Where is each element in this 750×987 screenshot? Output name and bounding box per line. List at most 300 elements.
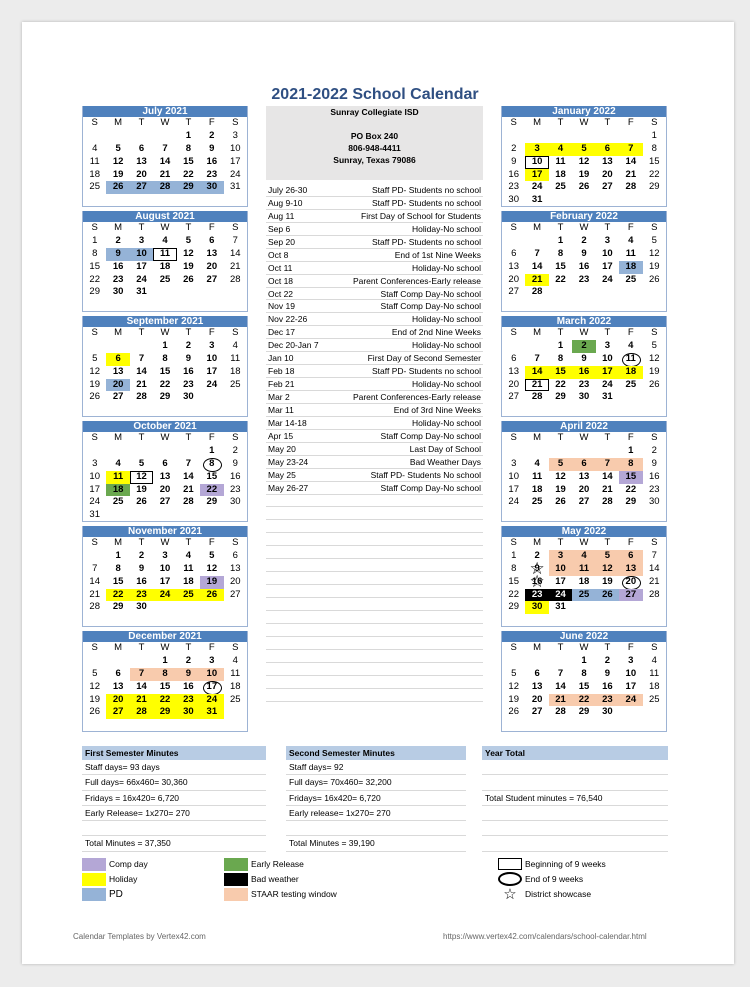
day-cell: 25 <box>229 378 241 390</box>
day-cell: 25 <box>572 589 595 602</box>
day-cell: 24 <box>619 694 642 707</box>
day-cell: 30 <box>648 496 660 508</box>
minutes-line <box>482 806 668 821</box>
day-cell: 3 <box>525 143 548 156</box>
day-cell: 3 <box>604 234 611 246</box>
day-cell <box>525 655 548 668</box>
day-cell: 20 <box>206 260 218 272</box>
event-description: End of 1st Nine Weeks <box>394 249 481 260</box>
district-city: Sunray, Texas 79086 <box>333 155 416 165</box>
day-cell <box>224 706 247 719</box>
star-icon: ☆ <box>503 885 517 903</box>
weekday-label: S <box>91 537 98 548</box>
day-cell: 23 <box>525 589 548 602</box>
event-description: Holiday-No school <box>412 379 481 390</box>
day-cell <box>153 601 176 614</box>
weekday-label: S <box>510 327 517 338</box>
weekday-label: S <box>232 537 239 548</box>
day-cell: 26 <box>596 589 619 602</box>
day-cell: 8 <box>557 352 564 364</box>
circle-icon <box>498 872 522 886</box>
district-box: PO Box 240 <box>350 131 399 141</box>
day-cell <box>83 445 106 458</box>
day-cell: 21 <box>549 694 572 707</box>
day-cell: 27 <box>508 391 519 403</box>
weekday-label: F <box>208 432 215 443</box>
day-cell: 20 <box>578 483 590 495</box>
weekday-label: F <box>208 327 215 338</box>
day-cell: 31 <box>200 706 223 719</box>
day-cell: 16 <box>136 575 147 587</box>
day-cell: 28 <box>555 706 566 718</box>
day-cell: 4 <box>628 234 634 246</box>
day-cell: 17 <box>229 155 241 167</box>
day-cell: 17 <box>525 169 548 182</box>
day-cell: 24 <box>508 496 519 508</box>
day-cell: 10 <box>89 470 100 482</box>
day-cell: 21 <box>89 588 100 600</box>
day-cell: 17 <box>508 483 519 495</box>
event-row <box>266 430 483 443</box>
day-cell: 6 <box>619 550 642 563</box>
day-cell: 8 <box>651 142 657 154</box>
day-cell: 14 <box>183 470 194 482</box>
day-cell <box>224 286 247 299</box>
day-cell: 4 <box>549 143 572 156</box>
day-cell: 15 <box>159 680 171 692</box>
day-cell: 4 <box>115 457 121 469</box>
weekday-label: F <box>627 222 634 233</box>
event-blank-row <box>266 533 483 546</box>
month-april-2022 <box>501 421 667 522</box>
day-cell: 12 <box>648 247 660 259</box>
day-cell: 13 <box>531 680 543 692</box>
weekday-label: M <box>533 432 542 443</box>
day-cell: 15 <box>555 260 566 272</box>
legend-staar <box>224 887 337 901</box>
weekday-label: S <box>510 117 517 128</box>
day-cell <box>572 194 595 207</box>
day-cell: 11 <box>532 470 543 482</box>
weekday-label: S <box>651 222 658 233</box>
weekday-label: T <box>138 537 145 548</box>
day-cell: 20 <box>602 168 613 180</box>
weekday-label: T <box>138 432 145 443</box>
day-cell: 27 <box>602 181 613 193</box>
day-cell: 18 <box>183 575 194 587</box>
day-cell <box>106 509 129 522</box>
day-cell: 27 <box>229 588 241 600</box>
day-cell: 24 <box>153 589 176 602</box>
day-cell <box>643 706 666 719</box>
event-description: Staff PD- Students No school <box>370 469 481 480</box>
event-row <box>266 249 483 262</box>
day-cell: 26 <box>89 706 100 718</box>
day-cell: 1 <box>92 234 98 246</box>
second-semester-minutes <box>286 746 466 852</box>
event-row <box>266 313 483 326</box>
day-cell: 13 <box>229 562 241 574</box>
day-cell: 26 <box>508 706 519 718</box>
day-cell: 17 <box>555 575 566 587</box>
weekday-label: M <box>114 222 123 233</box>
day-cell <box>596 130 619 143</box>
weekday-label: T <box>604 537 611 548</box>
day-cell: 5 <box>185 234 192 246</box>
event-description: Holiday-No school <box>412 417 481 428</box>
weekday-label: W <box>579 117 589 128</box>
day-cell: 4 <box>651 654 657 666</box>
event-date: Aug 9-10 <box>268 197 303 208</box>
day-cell: 27 <box>578 496 590 508</box>
day-cell: 18 <box>619 261 642 274</box>
day-cell: 8 <box>619 458 642 471</box>
day-cell: 4 <box>232 339 238 351</box>
weekday-label: S <box>232 432 239 443</box>
legend-end-label: End of 9 weeks <box>525 874 584 884</box>
legend-showcase <box>498 887 591 901</box>
day-cell: 17 <box>206 365 218 377</box>
day-cell: 22 <box>159 378 171 390</box>
event-date: Nov 22-26 <box>268 314 308 325</box>
day-cell: 31 <box>555 601 566 613</box>
day-cell: 15 <box>508 575 519 587</box>
day-cell <box>502 340 525 353</box>
legend-pd-label: PD <box>109 888 123 900</box>
minutes-line: Staff days= 93 days <box>82 760 266 775</box>
day-cell: 29 <box>578 706 590 718</box>
weekday-label: F <box>208 537 215 548</box>
minutes-line <box>482 821 668 836</box>
weekday-label: M <box>533 327 542 338</box>
weekday-label: S <box>510 432 517 443</box>
weekday-label: S <box>651 327 658 338</box>
day-cell: 18 <box>159 260 171 272</box>
day-cell <box>643 601 666 614</box>
day-cell <box>177 445 200 458</box>
minutes-line: Fridays= 16x420= 6,720 <box>286 791 466 806</box>
weekday-label: S <box>91 222 98 233</box>
event-description: Last Day of School <box>409 443 481 454</box>
weekday-label: T <box>557 117 564 128</box>
event-blank-row <box>266 585 483 598</box>
day-cell: 24 <box>549 589 572 602</box>
day-cell: 15 <box>578 680 590 692</box>
day-cell: 2 <box>651 444 657 456</box>
legend-beg-label: Beginning of 9 weeks <box>525 859 606 869</box>
legend-showcase-label: District showcase <box>525 889 592 899</box>
event-row <box>266 391 483 404</box>
month-title: March 2022 <box>502 316 666 327</box>
day-cell: 9 <box>604 667 611 679</box>
weekday-label: T <box>557 432 564 443</box>
day-cell: 23 <box>229 483 241 495</box>
month-may-2022 <box>501 526 667 627</box>
day-cell: 21 <box>159 168 171 180</box>
day-cell <box>153 130 176 143</box>
day-cell: 18 <box>89 168 100 180</box>
day-cell: 14 <box>525 366 548 379</box>
day-cell: 19 <box>578 168 590 180</box>
day-cell: 23 <box>130 589 153 602</box>
month-june-2022 <box>501 631 667 732</box>
day-cell: 14 <box>625 155 637 167</box>
day-cell: 7 <box>185 457 192 469</box>
day-cell: 30 <box>177 706 200 719</box>
day-cell: 16 <box>578 260 590 272</box>
legend-bad <box>224 872 299 886</box>
minutes-line <box>286 821 466 836</box>
weekday-label: T <box>185 537 192 548</box>
day-cell: 9 <box>177 668 200 681</box>
legend-early-label: Early Release <box>251 859 304 869</box>
day-cell: 22 <box>572 694 595 707</box>
day-cell: 7 <box>534 352 540 364</box>
day-cell: 23 <box>177 694 200 707</box>
day-cell: 11 <box>230 352 241 364</box>
day-cell: 30 <box>229 496 241 508</box>
event-blank-row <box>266 559 483 572</box>
event-description: Staff Comp Day-No school <box>380 301 481 312</box>
event-blank-row <box>266 650 483 663</box>
day-cell: 11 <box>649 667 660 679</box>
day-cell: 13 <box>619 563 642 576</box>
day-cell: 24 <box>531 181 543 193</box>
weekday-label: F <box>627 642 634 653</box>
event-description: Staff PD- Students no school <box>372 366 481 377</box>
event-row <box>266 300 483 313</box>
event-date: Mar 14-18 <box>268 417 307 428</box>
month-november-2021 <box>82 526 248 627</box>
day-cell: 22 <box>648 168 660 180</box>
event-row <box>266 443 483 456</box>
day-cell: 27 <box>531 706 543 718</box>
day-cell: 20 <box>619 576 642 589</box>
day-cell <box>106 445 129 458</box>
legend-beg <box>498 857 606 871</box>
weekday-label: S <box>510 537 517 548</box>
weekday-label: S <box>651 117 658 128</box>
event-date: Sep 6 <box>268 223 291 234</box>
day-cell: 23 <box>596 694 619 707</box>
day-cell: 13 <box>159 470 171 482</box>
day-cell: 10 <box>602 247 613 259</box>
day-cell: 18 <box>106 484 129 497</box>
day-cell: 17 <box>89 483 100 495</box>
day-cell: 14 <box>136 680 147 692</box>
day-cell: 8 <box>185 142 192 154</box>
day-cell: 26 <box>183 273 194 285</box>
day-cell: 29 <box>206 496 218 508</box>
event-row <box>266 197 483 210</box>
day-cell: 7 <box>651 549 657 561</box>
day-cell: 12 <box>555 470 566 482</box>
weekday-label: W <box>579 327 589 338</box>
day-cell: 15 <box>159 365 171 377</box>
day-cell: 16 <box>508 168 519 180</box>
day-cell: 13 <box>602 155 613 167</box>
event-date: Dec 17 <box>268 327 295 338</box>
day-cell: 29 <box>508 601 519 613</box>
event-description: Staff Comp Day-No school <box>380 482 481 493</box>
day-cell: 7 <box>92 562 98 574</box>
weekday-label: T <box>557 327 564 338</box>
day-cell: 27 <box>112 391 124 403</box>
day-cell: 18 <box>619 366 642 379</box>
weekday-label: T <box>604 642 611 653</box>
day-cell: 31 <box>602 391 613 403</box>
day-cell: 4 <box>232 654 238 666</box>
weekday-label: T <box>185 642 192 653</box>
day-cell: 1 <box>162 654 168 666</box>
month-august-2021 <box>82 211 248 312</box>
day-cell: 27 <box>206 273 218 285</box>
minutes-line <box>482 836 668 851</box>
day-cell <box>502 655 525 668</box>
day-cell: 26 <box>136 496 147 508</box>
day-cell: 30 <box>508 194 519 206</box>
day-cell: 5 <box>209 549 215 561</box>
day-cell: 5 <box>511 667 517 679</box>
day-cell: 3 <box>92 457 98 469</box>
day-cell: 7 <box>534 247 540 259</box>
weekday-label: T <box>138 222 145 233</box>
month-title: November 2021 <box>83 526 247 537</box>
day-cell: 2 <box>209 129 215 141</box>
weekday-label: T <box>557 537 564 548</box>
day-cell: 22 <box>200 484 223 497</box>
day-cell: 14 <box>531 260 543 272</box>
event-row <box>266 378 483 391</box>
day-cell: 5 <box>651 234 657 246</box>
day-cell: 21 <box>229 260 241 272</box>
event-blank-row <box>266 598 483 611</box>
day-cell: 10 <box>229 142 241 154</box>
day-cell: 16 <box>183 680 194 692</box>
month-title: August 2021 <box>83 211 247 222</box>
day-cell: 30 <box>112 286 124 298</box>
day-cell: 6 <box>596 143 619 156</box>
day-cell: 10 <box>525 156 548 169</box>
day-cell: 23 <box>206 168 218 180</box>
weekday-label: T <box>185 432 192 443</box>
day-cell <box>130 445 153 458</box>
day-cell: 30 <box>200 181 223 194</box>
day-cell: 11 <box>230 667 241 679</box>
early-swatch <box>224 858 248 871</box>
day-cell: 5 <box>138 457 145 469</box>
day-cell: 13 <box>508 365 519 377</box>
month-january-2022 <box>501 106 667 207</box>
weekday-label: S <box>91 117 98 128</box>
day-cell: 19 <box>136 483 147 495</box>
day-cell: 10 <box>602 352 613 364</box>
day-cell: 7 <box>596 458 619 471</box>
event-description: Parent Conferences-Early release <box>352 275 481 286</box>
day-cell <box>572 286 595 299</box>
weekday-label: W <box>579 432 589 443</box>
day-cell: 10 <box>549 563 572 576</box>
legend-end <box>498 872 583 886</box>
day-cell: 22 <box>89 273 100 285</box>
month-july-2021 <box>82 106 248 207</box>
day-cell: 12 <box>206 562 218 574</box>
day-cell: 22 <box>508 588 519 600</box>
event-row <box>266 288 483 301</box>
day-cell: 31 <box>89 509 100 521</box>
day-cell: 1 <box>115 549 121 561</box>
day-cell: 31 <box>229 181 241 193</box>
day-cell: 31 <box>531 194 543 206</box>
month-december-2021 <box>82 631 248 732</box>
day-cell: 12 <box>648 352 660 364</box>
day-cell <box>549 286 572 299</box>
day-cell: 7 <box>162 142 168 154</box>
day-cell: 10 <box>200 668 223 681</box>
weekday-label: F <box>208 117 215 128</box>
day-cell: 14 <box>136 365 147 377</box>
event-blank-row <box>266 624 483 637</box>
event-row <box>266 236 483 249</box>
day-cell: 23 <box>508 181 519 193</box>
day-cell: 6 <box>209 234 215 246</box>
day-cell: ☆ 9 <box>525 563 548 576</box>
event-date: Dec 20-Jan 7 <box>268 340 319 351</box>
day-cell <box>549 130 572 143</box>
day-cell: 18 <box>229 680 241 692</box>
day-cell: 26 <box>648 273 660 285</box>
day-cell: 6 <box>162 457 168 469</box>
day-cell: 12 <box>112 155 124 167</box>
footer-credit: Calendar Templates by Vertex42.com <box>73 932 206 941</box>
minutes-line <box>482 775 668 790</box>
day-cell: 27 <box>619 589 642 602</box>
day-cell: 25 <box>159 273 171 285</box>
weekday-label: T <box>138 117 145 128</box>
day-cell: 3 <box>604 339 611 351</box>
day-cell: 9 <box>209 142 215 154</box>
day-cell <box>619 194 642 207</box>
day-cell: 28 <box>89 601 100 613</box>
day-cell: 18 <box>648 680 660 692</box>
day-cell: 19 <box>602 575 613 587</box>
day-cell <box>200 391 223 404</box>
weekday-label: W <box>160 117 170 128</box>
day-cell: 4 <box>534 457 540 469</box>
day-cell <box>153 445 176 458</box>
weekday-label: M <box>114 642 123 653</box>
day-cell: 2 <box>572 340 595 353</box>
day-cell: 17 <box>602 260 613 272</box>
staar-swatch <box>224 888 248 901</box>
weekday-label: T <box>185 222 192 233</box>
day-cell: 13 <box>112 680 124 692</box>
day-cell: 16 <box>572 366 595 379</box>
day-cell: 20 <box>106 694 129 707</box>
event-blank-row <box>266 637 483 650</box>
day-cell: 12 <box>578 155 590 167</box>
day-cell <box>525 445 548 458</box>
day-cell: 16 <box>206 155 218 167</box>
legend-comp-label: Comp day <box>109 859 148 869</box>
weekday-label: F <box>627 537 634 548</box>
minutes-line: Total Student minutes = 76,540 <box>482 791 668 806</box>
day-cell <box>619 130 642 143</box>
day-cell: 28 <box>229 273 241 285</box>
weekday-label: S <box>510 222 517 233</box>
day-cell <box>596 194 619 207</box>
day-cell: 9 <box>185 352 192 364</box>
